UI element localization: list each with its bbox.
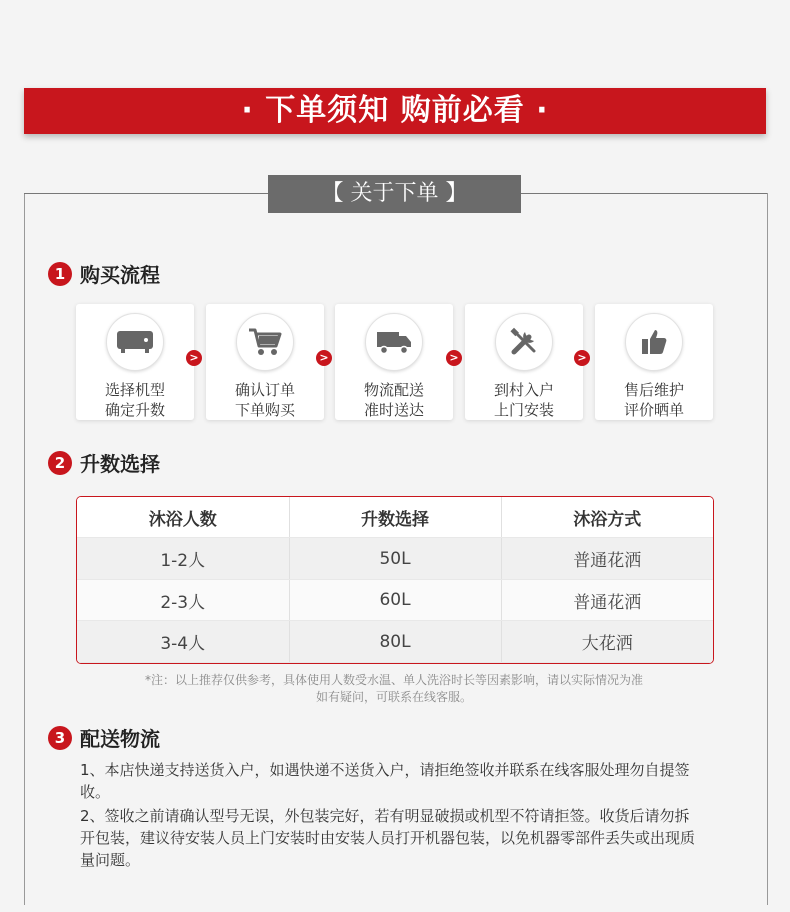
chevron-right-icon: > [446, 350, 462, 366]
shopping-cart-icon [236, 313, 294, 371]
table-cell: 80L [289, 621, 501, 663]
step-select-model [76, 304, 194, 420]
table-note-line2: 如有疑问，可联系在线客服。 [315, 690, 472, 704]
chevron-right-icon: > [186, 350, 202, 366]
step-after-sales [595, 304, 713, 420]
table-cell: 1-2人 [77, 538, 289, 580]
step-label-line1: 售后维护 [623, 381, 684, 399]
step-label-line1: 到村入户 [493, 381, 554, 399]
table-cell: 普通花洒 [501, 579, 713, 621]
table-cell: 大花洒 [501, 621, 713, 663]
section-title: 升数选择 [80, 452, 160, 476]
thumbs-up-icon [625, 313, 683, 371]
table-cell: 50L [289, 538, 501, 580]
table-header-cell: 沐浴方式 [501, 497, 713, 538]
chevron-right-icon: > [316, 350, 332, 366]
table-cell: 60L [289, 579, 501, 621]
table-row [77, 621, 713, 663]
section-heading-purchase-flow [48, 259, 160, 288]
step-logistics [335, 304, 453, 420]
delivery-paragraph-1: 1、本店快递支持送货入户，如遇快递不送货入户，请拒绝签收并联系在线客服处理勿自提签收。 [80, 761, 690, 801]
section-subtitle: 【 关于下单 】 [268, 175, 521, 213]
divider-right [521, 193, 767, 194]
section-heading-capacity [48, 448, 160, 477]
delivery-truck-icon [365, 313, 423, 371]
table-row [77, 579, 713, 621]
step-label-line1: 选择机型 [104, 381, 165, 399]
delivery-paragraph-2: 2、签收之前请确认型号无误，外包装完好，若有明显破损或机型不符请拒签。收货后请勿拆开包装，建议待安装人员上门安装时由安装人员打开机器包装，以免机器零部件丢失或出现质量问题。 [80, 807, 696, 869]
table-header-cell: 升数选择 [289, 497, 501, 538]
step-label-line1: 物流配送 [363, 381, 424, 399]
step-label-line2: 准时送达 [363, 401, 424, 419]
divider-left [24, 193, 268, 194]
section-title: 配送物流 [80, 727, 160, 751]
tools-icon [495, 313, 553, 371]
page-banner: · 下单须知 购前必看 · [24, 88, 766, 134]
step-label-line2: 下单购买 [234, 401, 295, 419]
table-header-row [77, 497, 713, 538]
chevron-right-icon: > [574, 350, 590, 366]
step-label-line2: 确定升数 [104, 401, 165, 419]
section-number: 2 [48, 451, 72, 475]
section-number: 3 [48, 726, 72, 750]
section-number: 1 [48, 262, 72, 286]
table-cell: 3-4人 [77, 621, 289, 663]
step-confirm-order [206, 304, 324, 420]
section-title: 购买流程 [80, 263, 160, 287]
table-note-line1: *注：以上推荐仅供参考，具体使用人数受水温、单人洗浴时长等因素影响，请以实际情况为准 [144, 673, 643, 687]
table-header-cell: 沐浴人数 [77, 497, 289, 538]
table-cell: 2-3人 [77, 579, 289, 621]
table-cell: 普通花洒 [501, 538, 713, 580]
section-heading-delivery [48, 723, 160, 752]
capacity-table [76, 496, 714, 664]
step-label-line2: 评价晒单 [623, 401, 684, 419]
step-label-line1: 确认订单 [234, 381, 295, 399]
water-heater-icon [106, 313, 164, 371]
step-installation [465, 304, 583, 420]
step-label-line2: 上门安装 [493, 401, 554, 419]
table-row [77, 538, 713, 580]
